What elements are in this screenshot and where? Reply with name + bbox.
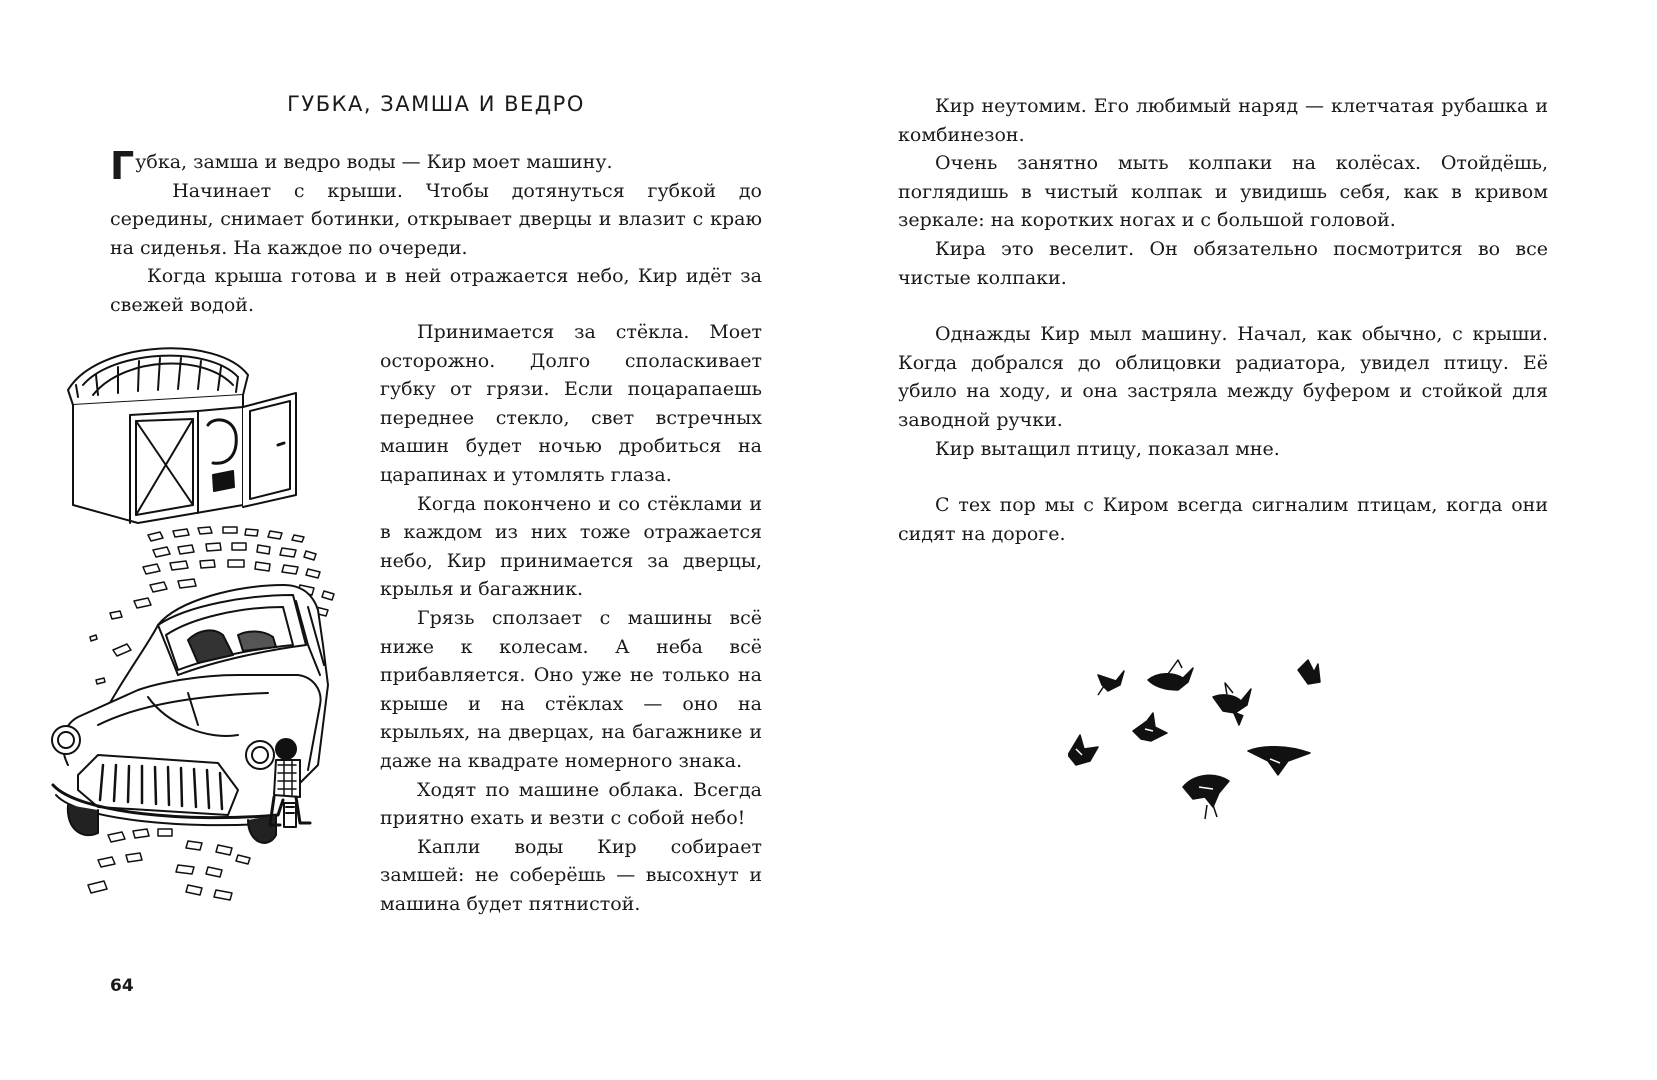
section-gap [898,292,1548,320]
paragraph: Когда покончено и со стёклами и в каждом из них тоже отражается небо, Кир принимается за дверцы, крылья и багажник. [380,492,762,601]
garage [68,348,296,523]
front-stones [88,829,250,900]
paragraph: Начинает с крыши. Чтобы дотянуться губкой до середины, снимает ботинки, открывает дверцы и влазит с краю на сиденья. На каждое по очереди. [110,179,762,259]
paragraph: Ходят по машине облака. Всегда приятно ехать и везти с собой небо! [380,778,762,830]
paragraph: Кир неутомим. Его любимый наряд — клетчатая рубашка и комбинезон. [898,95,1548,146]
bird-icon [1298,660,1320,684]
bird-icon [1098,671,1124,695]
left-top-text [110,144,762,320]
paragraph: Кир вытащил птицу, показал мне. [935,437,1280,460]
paragraph: Принимается за стёкла. Моет осторожно. Долго споласкивает губку от грязи. Если поцарапаешь переднее стекло, свет встречных машин будет ночью дробиться на царапинах и утомлять глаза. [380,321,762,486]
paragraph: Кира это веселит. Он обязательно посмотрится во все чистые колпаки. [898,237,1548,289]
paragraph: С тех пор мы с Киром всегда сигналим птицам, когда они сидят на дороге. [898,494,1548,545]
paragraph: Очень занятно мыть колпаки на колёсах. Отойдёшь, поглядишь в чистый колпак и увидишь себя, как в кривом зеркале: на коротких ногах и с большой головой. [898,152,1548,232]
paragraph: Однажды Кир мыл машину. Начал, как обычно, с крыши. Когда добрался до облицовки радиатора, увидел птицу. Её убило на ходу, и она застряла между буфером и стойкой для заводной ручки. [898,323,1548,431]
bird-icon [1248,747,1310,775]
left-column-text [380,318,762,918]
bird-icon [1213,683,1251,725]
bird-icon [1068,735,1098,765]
bird-icon [1133,713,1167,741]
page-number: 64 [110,976,134,996]
chapter-title: ГУБКА, ЗАМША И ВЕДРО [287,92,585,116]
section-gap [898,463,1548,491]
paragraph: Капли воды Кир собирает замшей: не соберёшь — высохнут и машина будет пятнистой. [380,835,762,915]
paragraph: Когда крыша готова и в ней отражается небо, Кир идёт за свежей водой. [110,265,762,316]
right-column-text [898,92,1548,548]
right-page [828,0,1657,1080]
drop-cap: Г [110,144,135,188]
car-garage-illustration [38,345,358,920]
bird-icon [1148,660,1193,690]
paragraph: Грязь сползает с машины всё ниже к колесам. А неба всё прибавляется. Оно уже не только на крыше и на стёклах — оно на крыльях, на дверцах, на багажнике и даже на квадрате номерного знака. [380,606,762,772]
birds-illustration [1068,650,1368,850]
bird-icon [1183,775,1229,819]
left-page [0,0,828,1080]
paragraph: Губка, замша и ведро воды — Кир моет машину. [110,144,613,188]
